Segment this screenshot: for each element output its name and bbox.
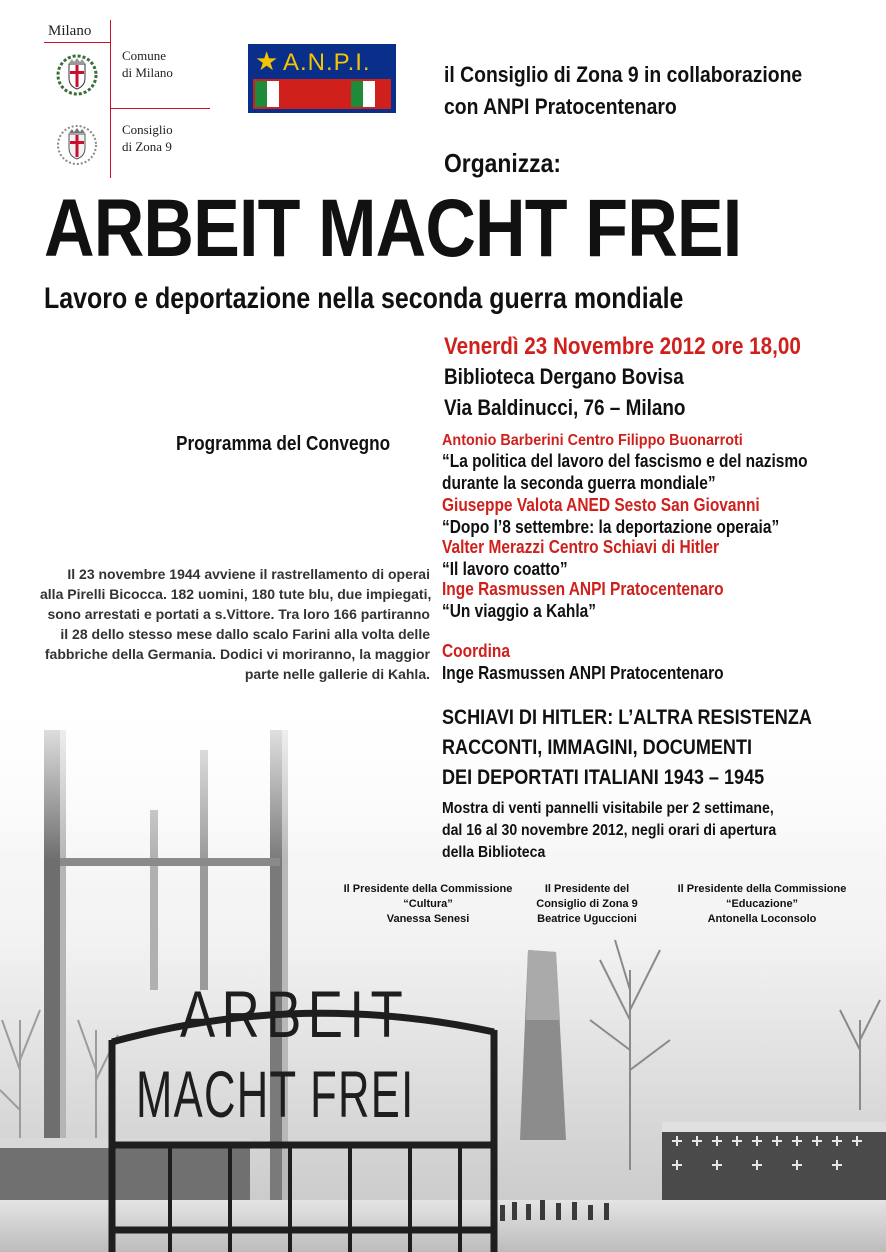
signature-role: Il Presidente del — [544, 883, 630, 895]
signature-block — [512, 882, 662, 927]
signature-name: Vanessa Senesi — [386, 913, 470, 925]
speaker: Valter Merazzi Centro Schiavi di Hitler — [442, 537, 720, 557]
paragraph-line: sono arrestati e portati a s.Vittore. Tra loro 166 partiranno — [47, 606, 430, 622]
speaker: Inge Rasmussen ANPI Pratocentenaro — [442, 579, 724, 599]
paragraph-line: il 28 dello stesso mese dallo scalo Farini alla volta delle — [60, 626, 430, 642]
intro-line: con ANPI Pratocentenaro — [444, 94, 677, 119]
comune-label: di Milano — [122, 65, 173, 80]
exhibition-title: SCHIAVI DI HITLER: L’ALTRA RESISTENZA — [442, 706, 812, 729]
history-paragraph — [40, 564, 430, 684]
divider — [110, 108, 210, 109]
speaker: Antonio Barberini Centro Filippo Buonarroti — [442, 432, 743, 449]
paragraph-line: parte nelle gallerie di Kahla. — [244, 666, 430, 682]
page-subtitle: Lavoro e deportazione nella seconda guerra mondiale — [44, 282, 684, 315]
zona-label: Consiglio — [122, 122, 173, 137]
talk-title: “La politica del lavoro del fascismo e del nazismo — [442, 451, 808, 471]
comune-label: Comune — [122, 48, 167, 63]
event-place: Biblioteca Dergano Bovisa — [444, 364, 684, 389]
signature-block — [338, 882, 518, 927]
talk-title: “Il lavoro coatto” — [442, 559, 568, 579]
signature-role: “Educazione” — [725, 898, 799, 910]
signature-name: Beatrice Uguccioni — [537, 913, 637, 925]
paragraph-line: fabbriche della Germania. Dodici vi moriranno, la maggior — [44, 646, 430, 662]
coordina-name: Inge Rasmussen ANPI Pratocentenaro — [442, 663, 724, 683]
talk-title: “Un viaggio a Kahla” — [442, 601, 596, 621]
city-label: Milano — [48, 23, 92, 39]
intro-line: il Consiglio di Zona 9 in collaborazione — [444, 62, 803, 87]
paragraph-line: alla Pirelli Bicocca. 182 uomini, 180 tute blu, due impiegati, — [40, 586, 432, 602]
gate-sign-line: MACHT FREI — [136, 1057, 415, 1131]
exhibition-description: dal 16 al 30 novembre 2012, negli orari di apertura — [442, 822, 777, 839]
speaker: Giuseppe Valota ANED Sesto San Giovanni — [442, 495, 760, 515]
divider — [44, 42, 110, 43]
star-icon: ★ — [255, 46, 279, 76]
event-date: Venerdì 23 Novembre 2012 ore 18,00 — [444, 333, 801, 360]
anpi-logo-text: A.N.P.I. — [283, 49, 371, 76]
program-heading: Programma del Convegno — [176, 433, 391, 455]
gate-sign-line: ARBEIT — [180, 977, 410, 1051]
coordina-label: Coordina — [442, 641, 510, 661]
signature-role: Il Presidente della Commissione — [677, 883, 847, 895]
organizza-label: Organizza: — [444, 148, 561, 178]
exhibition-description: della Biblioteca — [442, 844, 546, 861]
italian-flag-icon — [253, 79, 391, 109]
divider — [110, 20, 111, 178]
exhibition-title: DEI DEPORTATI ITALIANI 1943 – 1945 — [442, 766, 765, 789]
signature-block — [672, 882, 852, 927]
exhibition-title: RACCONTI, IMMAGINI, DOCUMENTI — [442, 736, 753, 759]
program-list — [442, 432, 872, 685]
signature-role: “Cultura” — [403, 898, 453, 910]
talk-title: “Dopo l’8 settembre: la deportazione operaia” — [442, 517, 780, 537]
page-title: ARBEIT MACHT FREI — [44, 183, 742, 274]
milano-coat-of-arms-icon — [56, 54, 98, 96]
zona-9-coat-of-arms-icon — [56, 124, 98, 166]
talk-title: durante la seconda guerra mondiale” — [442, 473, 716, 493]
zona-label: di Zona 9 — [122, 139, 172, 154]
signature-role: Consiglio di Zona 9 — [536, 898, 638, 910]
event-address: Via Baldinucci, 76 – Milano — [444, 395, 686, 420]
paragraph-line: Il 23 novembre 1944 avviene il rastrellamento di operai — [67, 566, 430, 582]
exhibition-description: Mostra di venti pannelli visitabile per 2 settimane, — [442, 800, 774, 817]
signature-name: Antonella Loconsolo — [707, 913, 817, 925]
anpi-logo — [248, 44, 396, 113]
signature-role: Il Presidente della Commissione — [343, 883, 513, 895]
municipal-logos — [44, 20, 224, 185]
